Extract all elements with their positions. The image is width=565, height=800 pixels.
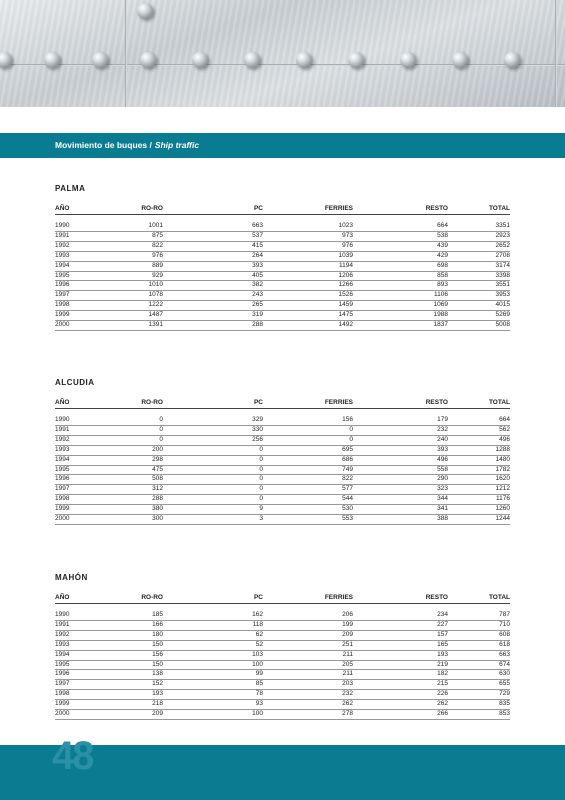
section-palma: [55, 184, 510, 331]
table-cell: 1997: [55, 485, 103, 495]
page-title: [55, 140, 199, 150]
column-header: FERRIES: [263, 205, 353, 215]
table-cell: 822: [103, 241, 163, 251]
table-cell: 256: [163, 435, 263, 445]
table-cell: 835: [448, 700, 510, 710]
table-cell: 262: [263, 700, 353, 710]
table-row: [55, 261, 510, 271]
table-cell: 1459: [263, 301, 353, 311]
table-cell: 243: [163, 291, 263, 301]
table-cell: 3: [163, 515, 263, 525]
table-cell: 118: [163, 620, 263, 630]
column-header: AÑO: [55, 399, 103, 409]
table-cell: 152: [103, 680, 163, 690]
table-cell: 200: [103, 445, 163, 455]
table-cell: 1526: [263, 291, 353, 301]
table-row: [55, 291, 510, 301]
table-cell: 1992: [55, 241, 103, 251]
table-cell: 562: [448, 425, 510, 435]
table-cell: 1194: [263, 261, 353, 271]
table-cell: 3174: [448, 261, 510, 271]
table-cell: 52: [163, 640, 263, 650]
table-cell: 508: [103, 475, 163, 485]
table-cell: 577: [263, 485, 353, 495]
table-cell: 157: [353, 630, 448, 640]
table-cell: 85: [163, 680, 263, 690]
table-row: [55, 311, 510, 321]
table-cell: 393: [353, 445, 448, 455]
table-cell: 976: [103, 251, 163, 261]
table-cell: 0: [163, 495, 263, 505]
table-cell: 929: [103, 271, 163, 281]
table-cell: 179: [353, 416, 448, 425]
table-cell: 475: [103, 465, 163, 475]
table-cell: 2000: [55, 321, 103, 331]
table-cell: 206: [263, 611, 353, 620]
column-header: RO-RO: [103, 205, 163, 215]
table-cell: 1990: [55, 222, 103, 231]
table-cell: 1023: [263, 222, 353, 231]
table-cell: 630: [448, 670, 510, 680]
table-cell: 1991: [55, 425, 103, 435]
table-cell: 1990: [55, 416, 103, 425]
table-cell: 1994: [55, 455, 103, 465]
column-header: RESTO: [353, 594, 448, 604]
table-cell: 182: [353, 670, 448, 680]
table-cell: 0: [163, 455, 263, 465]
table-cell: 1480: [448, 455, 510, 465]
table-cell: 1996: [55, 281, 103, 291]
table-row: [55, 301, 510, 311]
table-cell: 278: [263, 710, 353, 720]
table-cell: 265: [163, 301, 263, 311]
column-header: RO-RO: [103, 594, 163, 604]
table-cell: 0: [163, 465, 263, 475]
table-cell: 973: [263, 231, 353, 241]
table-cell: 1106: [353, 291, 448, 301]
table-cell: 150: [103, 640, 163, 650]
table-row: [55, 670, 510, 680]
table-cell: 0: [163, 485, 263, 495]
table-cell: 415: [163, 241, 263, 251]
table-cell: 1288: [448, 445, 510, 455]
table-row: [55, 251, 510, 261]
table-cell: 165: [353, 640, 448, 650]
table-cell: 0: [103, 435, 163, 445]
table-cell: 1492: [263, 321, 353, 331]
table-cell: 156: [263, 416, 353, 425]
table-row: [55, 241, 510, 251]
column-header: PC: [163, 205, 263, 215]
table-cell: 1475: [263, 311, 353, 321]
table-cell: 288: [103, 495, 163, 505]
table-cell: 1782: [448, 465, 510, 475]
table-cell: 893: [353, 281, 448, 291]
table-cell: 185: [103, 611, 163, 620]
header-row: [55, 205, 510, 215]
section-alcudia: [55, 378, 510, 525]
table-cell: 1990: [55, 611, 103, 620]
table-row: [55, 505, 510, 515]
table-cell: 729: [448, 690, 510, 700]
table-row: [55, 475, 510, 485]
table-cell: 100: [163, 660, 263, 670]
title-spanish: Movimiento de buques /: [55, 140, 152, 150]
column-header: AÑO: [55, 205, 103, 215]
table-cell: 2708: [448, 251, 510, 261]
page-number: 48: [52, 734, 93, 778]
title-band: [0, 133, 565, 158]
table-cell: 1078: [103, 291, 163, 301]
table-cell: 180: [103, 630, 163, 640]
table-cell: 822: [263, 475, 353, 485]
table-cell: 1997: [55, 680, 103, 690]
table-row: [55, 611, 510, 620]
table-cell: 5008: [448, 321, 510, 331]
column-header: TOTAL: [448, 205, 510, 215]
table-row: [55, 445, 510, 455]
table-cell: 889: [103, 261, 163, 271]
table-cell: 1487: [103, 311, 163, 321]
table-cell: 0: [103, 416, 163, 425]
table-cell: 1260: [448, 505, 510, 515]
table-cell: 544: [263, 495, 353, 505]
column-header: FERRIES: [263, 399, 353, 409]
table-cell: 1993: [55, 445, 103, 455]
table-cell: 298: [103, 455, 163, 465]
table-cell: 1988: [353, 311, 448, 321]
table-cell: 496: [353, 455, 448, 465]
column-header: TOTAL: [448, 399, 510, 409]
table-cell: 1222: [103, 301, 163, 311]
table-cell: 1039: [263, 251, 353, 261]
table-cell: 698: [353, 261, 448, 271]
table-cell: 251: [263, 640, 353, 650]
table-row: [55, 455, 510, 465]
table-cell: 193: [353, 650, 448, 660]
table-cell: 976: [263, 241, 353, 251]
table-cell: 1994: [55, 261, 103, 271]
section-mahon: [55, 573, 510, 720]
table-cell: 664: [448, 416, 510, 425]
table-cell: 674: [448, 660, 510, 670]
table-cell: 853: [448, 710, 510, 720]
table-cell: 330: [163, 425, 263, 435]
table-cell: 2000: [55, 515, 103, 525]
table-cell: 1837: [353, 321, 448, 331]
table-cell: 193: [103, 690, 163, 700]
table-cell: 262: [353, 700, 448, 710]
table-cell: 1995: [55, 271, 103, 281]
table-cell: 232: [263, 690, 353, 700]
table-cell: 227: [353, 620, 448, 630]
table-row: [55, 650, 510, 660]
table-cell: 749: [263, 465, 353, 475]
table-row: [55, 416, 510, 425]
table-cell: 211: [263, 650, 353, 660]
table-cell: 3551: [448, 281, 510, 291]
table-cell: 2923: [448, 231, 510, 241]
table-cell: 1991: [55, 231, 103, 241]
table-cell: 138: [103, 670, 163, 680]
table-cell: 858: [353, 271, 448, 281]
table-cell: 319: [163, 311, 263, 321]
table-cell: 312: [103, 485, 163, 495]
table-cell: 288: [163, 321, 263, 331]
column-header: PC: [163, 399, 263, 409]
table-cell: 203: [263, 680, 353, 690]
table-row: [55, 435, 510, 445]
table-cell: 211: [263, 670, 353, 680]
table-cell: 162: [163, 611, 263, 620]
table-row: [55, 620, 510, 630]
table-cell: 1992: [55, 630, 103, 640]
table-cell: 0: [163, 475, 263, 485]
table-cell: 240: [353, 435, 448, 445]
table-cell: 1244: [448, 515, 510, 525]
table-row: [55, 231, 510, 241]
metal-header-image: [0, 0, 565, 107]
table-cell: 1001: [103, 222, 163, 231]
table-cell: 99: [163, 670, 263, 680]
table-cell: 3953: [448, 291, 510, 301]
column-header: RESTO: [353, 205, 448, 215]
table-cell: 618: [448, 640, 510, 650]
table-cell: 1266: [263, 281, 353, 291]
table-cell: 9: [163, 505, 263, 515]
table-cell: 266: [353, 710, 448, 720]
table-row: [55, 465, 510, 475]
table-cell: 439: [353, 241, 448, 251]
table-row: [55, 710, 510, 720]
table-row: [55, 660, 510, 670]
table-cell: 875: [103, 231, 163, 241]
table-cell: 530: [263, 505, 353, 515]
table-cell: 664: [353, 222, 448, 231]
table-cell: 1998: [55, 690, 103, 700]
data-table: [55, 399, 510, 525]
table-cell: 537: [163, 231, 263, 241]
data-table: [55, 594, 510, 720]
table-cell: 166: [103, 620, 163, 630]
table-row: [55, 271, 510, 281]
table-cell: 663: [448, 650, 510, 660]
table-row: [55, 222, 510, 231]
table-cell: 1995: [55, 465, 103, 475]
table-cell: 429: [353, 251, 448, 261]
title-english: Ship traffic: [154, 140, 200, 150]
table-cell: 382: [163, 281, 263, 291]
table-cell: 344: [353, 495, 448, 505]
table-cell: 219: [353, 660, 448, 670]
table-cell: 290: [353, 475, 448, 485]
table-cell: 209: [103, 710, 163, 720]
table-cell: 2652: [448, 241, 510, 251]
table-cell: 1991: [55, 620, 103, 630]
section-title: MAHÓN: [55, 573, 88, 582]
table-cell: 1391: [103, 321, 163, 331]
table-cell: 405: [163, 271, 263, 281]
table-cell: 608: [448, 630, 510, 640]
table-cell: 264: [163, 251, 263, 261]
table-cell: 1993: [55, 251, 103, 261]
table-cell: 496: [448, 435, 510, 445]
table-cell: 1998: [55, 495, 103, 505]
table-cell: 93: [163, 700, 263, 710]
data-table: [55, 205, 510, 331]
table-row: [55, 495, 510, 505]
table-cell: 1997: [55, 291, 103, 301]
table-cell: 710: [448, 620, 510, 630]
table-cell: 78: [163, 690, 263, 700]
table-row: [55, 281, 510, 291]
table-cell: 388: [353, 515, 448, 525]
table-cell: 1994: [55, 650, 103, 660]
table-cell: 0: [163, 445, 263, 455]
table-cell: 1998: [55, 301, 103, 311]
table-cell: 1999: [55, 505, 103, 515]
table-row: [55, 321, 510, 331]
table-cell: 323: [353, 485, 448, 495]
table-cell: 1996: [55, 670, 103, 680]
table-row: [55, 630, 510, 640]
table-cell: 234: [353, 611, 448, 620]
header-row: [55, 399, 510, 409]
table-cell: 232: [353, 425, 448, 435]
table-cell: 393: [163, 261, 263, 271]
table-cell: 226: [353, 690, 448, 700]
table-row: [55, 425, 510, 435]
table-cell: 215: [353, 680, 448, 690]
table-cell: 103: [163, 650, 263, 660]
table-cell: 150: [103, 660, 163, 670]
table-cell: 1620: [448, 475, 510, 485]
table-cell: 538: [353, 231, 448, 241]
table-cell: 209: [263, 630, 353, 640]
table-cell: 1995: [55, 660, 103, 670]
column-header: AÑO: [55, 594, 103, 604]
table-cell: 0: [263, 435, 353, 445]
table-cell: 380: [103, 505, 163, 515]
table-row: [55, 680, 510, 690]
table-cell: 695: [263, 445, 353, 455]
table-cell: 787: [448, 611, 510, 620]
table-cell: 655: [448, 680, 510, 690]
table-cell: 4015: [448, 301, 510, 311]
table-cell: 199: [263, 620, 353, 630]
table-cell: 156: [103, 650, 163, 660]
table-cell: 1176: [448, 495, 510, 505]
table-cell: 300: [103, 515, 163, 525]
table-cell: 218: [103, 700, 163, 710]
table-row: [55, 485, 510, 495]
column-header: TOTAL: [448, 594, 510, 604]
table-cell: 553: [263, 515, 353, 525]
table-row: [55, 690, 510, 700]
table-cell: 3351: [448, 222, 510, 231]
header-row: [55, 594, 510, 604]
table-row: [55, 700, 510, 710]
table-cell: 1010: [103, 281, 163, 291]
table-cell: 1996: [55, 475, 103, 485]
table-cell: 1999: [55, 311, 103, 321]
column-header: PC: [163, 594, 263, 604]
table-cell: 0: [263, 425, 353, 435]
column-header: RO-RO: [103, 399, 163, 409]
table-cell: 1212: [448, 485, 510, 495]
column-header: RESTO: [353, 399, 448, 409]
table-cell: 100: [163, 710, 263, 720]
table-cell: 558: [353, 465, 448, 475]
table-cell: 663: [163, 222, 263, 231]
table-cell: 686: [263, 455, 353, 465]
table-cell: 205: [263, 660, 353, 670]
section-title: ALCUDIA: [55, 378, 95, 387]
table-cell: 3398: [448, 271, 510, 281]
section-title: PALMA: [55, 184, 86, 193]
table-cell: 62: [163, 630, 263, 640]
table-cell: 1069: [353, 301, 448, 311]
table-cell: 341: [353, 505, 448, 515]
table-cell: 0: [103, 425, 163, 435]
table-cell: 5269: [448, 311, 510, 321]
table-cell: 1992: [55, 435, 103, 445]
table-cell: 329: [163, 416, 263, 425]
column-header: FERRIES: [263, 594, 353, 604]
table-row: [55, 515, 510, 525]
table-cell: 1999: [55, 700, 103, 710]
table-row: [55, 640, 510, 650]
table-cell: 1206: [263, 271, 353, 281]
table-cell: 2000: [55, 710, 103, 720]
table-cell: 1993: [55, 640, 103, 650]
